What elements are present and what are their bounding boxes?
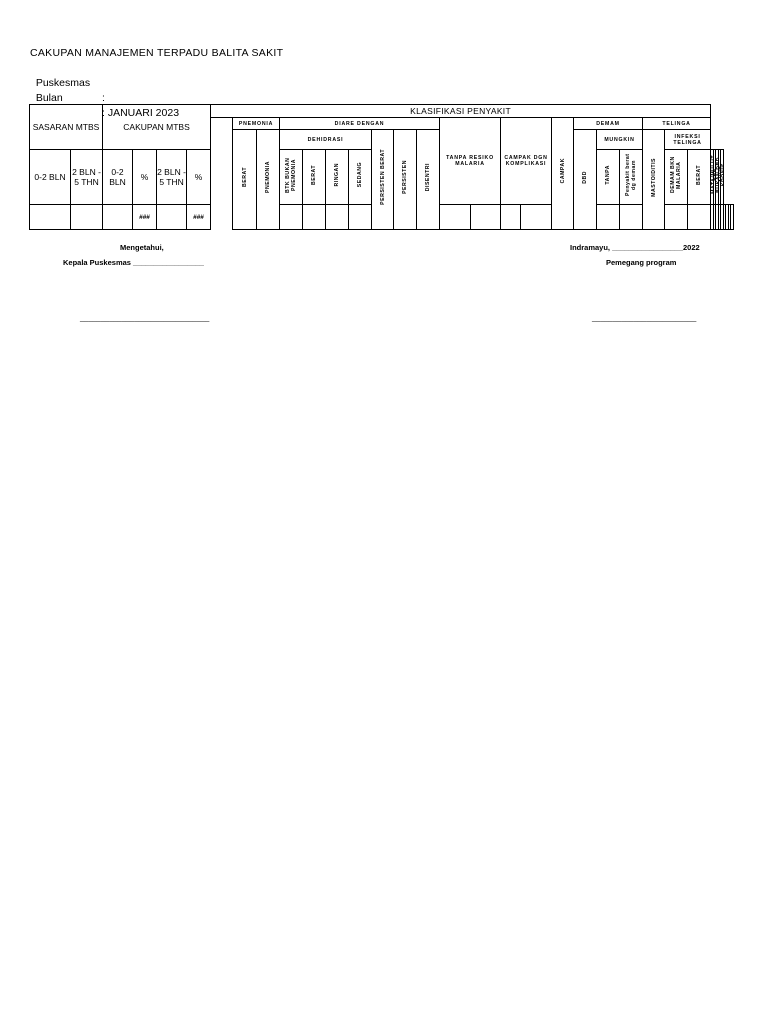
col-2-bln-5-thn: 2 BLN - 5 THN bbox=[71, 150, 103, 205]
col-persisten-berat: PERSISTEN BERAT bbox=[372, 130, 394, 230]
col-sedang: SEDANG bbox=[349, 150, 372, 205]
pct-1-value: ### bbox=[133, 205, 157, 230]
klasifikasi-header: KLASIFIKASI PENYAKIT bbox=[211, 105, 711, 118]
document-title: CAKUPAN MANAJEMEN TERPADU BALITA SAKIT bbox=[30, 47, 284, 59]
puskesmas-label: Puskesmas bbox=[35, 77, 91, 89]
diare-group: DIARE DENGAN bbox=[280, 118, 440, 130]
col-akut: AKUT bbox=[718, 150, 721, 205]
bulan-label: Bulan bbox=[35, 92, 63, 104]
cakupan-header: CAKUPAN MTBS bbox=[103, 105, 211, 150]
col-campak-berat: BERAT bbox=[688, 150, 711, 205]
puskesmas-value: : bbox=[102, 92, 105, 104]
bulan-value: : JANUARI 2023 bbox=[102, 107, 180, 119]
col-penyakit-berat: Penyakit berat dg demam bbox=[620, 150, 643, 205]
pemegang-program-label: Pemegang program bbox=[606, 258, 677, 267]
col-btk-pnemonia: BTK BUKAN PNEMONIA bbox=[280, 150, 303, 205]
pct-2-value: ### bbox=[187, 205, 211, 230]
pnemonia-group: PNEMONIA bbox=[233, 118, 280, 130]
indramayu-date-label: Indramayu, _________________2022 bbox=[570, 243, 700, 252]
demam-group: DEMAM bbox=[574, 118, 643, 130]
col-pct-1: % bbox=[133, 150, 157, 205]
dehidrasi-group: DEHIDRASI bbox=[280, 130, 372, 150]
col-0-2-bln: 0-2 BLN bbox=[30, 150, 71, 205]
campak-dgn-group: CAMPAK DGN KOMPLIKASI bbox=[501, 118, 552, 205]
col-demam-bkn-malaria: DEMAM BKN MALARIA bbox=[665, 150, 688, 205]
col-mata-mulut: MATA/MULUT bbox=[711, 150, 714, 205]
col-mastoiditis: MASTOIDITIS bbox=[643, 130, 665, 230]
signature-line-right: _________________________ bbox=[592, 313, 697, 322]
col-cakupan-0-2-bln: 0-2 BLN bbox=[103, 150, 133, 205]
col-bukan-dbd: BUKAN DBD bbox=[716, 150, 719, 205]
col-berat: BERAT bbox=[233, 130, 257, 230]
col-disentri: DISENTRI bbox=[417, 130, 440, 230]
col-mungkin-dbd: DBD bbox=[713, 150, 716, 205]
col-ringan: RINGAN bbox=[326, 150, 349, 205]
mungkin-group: MUNGKIN bbox=[597, 130, 643, 150]
kepala-puskesmas-label: Kepala Puskesmas _________________ bbox=[63, 258, 204, 267]
col-cakupan-2-bln-5-thn: 2 BLN - 5 THN bbox=[157, 150, 187, 205]
col-kronis: KRONIS bbox=[721, 150, 724, 205]
col-pnemonia: PNEMONIA bbox=[257, 130, 280, 230]
col-persisten: PERSISTEN bbox=[394, 130, 417, 230]
col-tanpa: TANPA bbox=[597, 150, 620, 205]
mengetahui-label: Mengetahui, bbox=[120, 243, 164, 252]
col-campak: CAMPAK bbox=[552, 118, 574, 230]
infeksi-telinga-group: INFEKSI TELINGA bbox=[665, 130, 711, 150]
col-dehidrasi-berat: BERAT bbox=[303, 150, 326, 205]
col-pct-2: % bbox=[187, 150, 211, 205]
col-dbd: DBD bbox=[574, 130, 597, 230]
tanpa-resiko-group: TANPA RESIKO MALARIA bbox=[440, 118, 501, 205]
report-table bbox=[29, 104, 734, 230]
telinga-group: TELINGA bbox=[643, 118, 711, 130]
sasaran-header: SASARAN MTBS bbox=[30, 105, 103, 150]
signature-line-left: _______________________________ bbox=[80, 313, 210, 322]
